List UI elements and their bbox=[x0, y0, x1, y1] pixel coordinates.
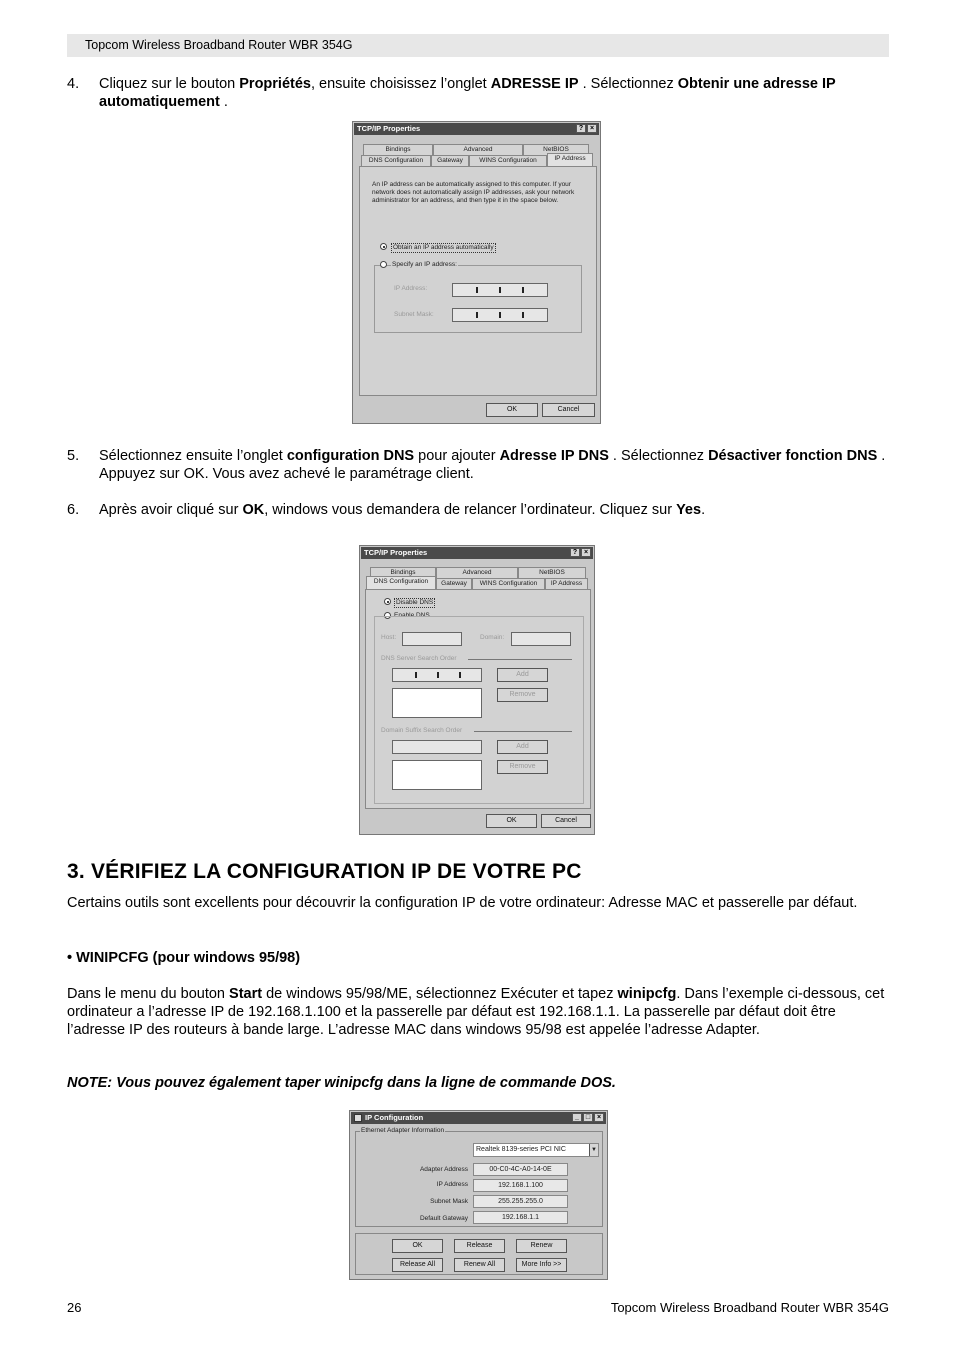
release-button[interactable]: Release bbox=[454, 1239, 505, 1253]
help-button[interactable]: ? bbox=[576, 124, 586, 133]
tab-advanced[interactable]: Advanced bbox=[436, 567, 518, 578]
adapter-address-value: 00-C0-4C-A0-14-0E bbox=[473, 1163, 568, 1176]
radio-specify-ip-label: Specify an IP address: bbox=[392, 261, 457, 268]
tab-dns-configuration[interactable]: DNS Configuration bbox=[366, 576, 436, 590]
tab-panel bbox=[365, 589, 591, 809]
adapter-address-label: Adapter Address bbox=[419, 1166, 468, 1173]
tab-panel bbox=[359, 166, 597, 396]
dns-order-label: DNS Server Search Order bbox=[381, 655, 457, 662]
radio-obtain-auto-label: Obtain an IP address automatically bbox=[393, 244, 494, 251]
cancel-button[interactable]: Cancel bbox=[541, 814, 591, 828]
default-gateway-label: Default Gateway bbox=[419, 1215, 468, 1222]
radio-disable-dns-label: Disable DNS bbox=[396, 599, 434, 606]
subnet-mask-field[interactable] bbox=[452, 308, 548, 322]
tab-gateway[interactable]: Gateway bbox=[436, 578, 472, 589]
text-run: Cliquez sur le bouton bbox=[99, 76, 240, 92]
tab-wins-configuration[interactable]: WINS Configuration bbox=[472, 578, 545, 589]
step-number: 4. bbox=[67, 76, 80, 92]
bold-text: Propriétés bbox=[239, 76, 311, 92]
specify-groupbox bbox=[374, 265, 582, 333]
section-heading: 3. VÉRIFIEZ LA CONFIGURATION IP DE VOTRE PC bbox=[67, 860, 582, 883]
tcpip-dialog-ip-address bbox=[352, 121, 601, 424]
text-run: . Dans l’exemple ci-dessous, cet ordinateur a l’adresse IP de 192.168.1.100 et la passerelle par défaut est 192.168.1.1. La passerelle par défaut doit être l’adresse IP des routeurs à bande large. L’adresse MAC dans windows 95/98 est appelée l’adresse Adapter. bbox=[67, 986, 885, 1038]
renew-button[interactable]: Renew bbox=[516, 1239, 567, 1253]
ip-address-field[interactable] bbox=[452, 283, 548, 297]
bold-text: Adresse IP DNS bbox=[499, 448, 609, 464]
help-button[interactable]: ? bbox=[570, 548, 580, 557]
dialog-title: IP Configuration bbox=[351, 1112, 606, 1124]
ip-address-label: IP Address: bbox=[394, 285, 428, 292]
ip-address-value: 192.168.1.100 bbox=[473, 1179, 568, 1192]
dns-server-list[interactable] bbox=[392, 688, 482, 718]
add-suffix-button[interactable]: Add bbox=[497, 740, 548, 754]
separator-line bbox=[474, 731, 572, 732]
text-run: Après avoir cliqué sur bbox=[99, 502, 243, 518]
text-run: , windows vous demandera de relancer l’ordinateur. Cliquez sur bbox=[264, 502, 677, 518]
domain-label: Domain: bbox=[480, 634, 505, 641]
text-run: . bbox=[219, 94, 228, 110]
text-run: . Sélectionnez bbox=[608, 448, 709, 464]
renew-all-button[interactable]: Renew All bbox=[454, 1258, 505, 1272]
radio-obtain-auto[interactable] bbox=[380, 243, 387, 250]
more-info-button[interactable]: More Info >> bbox=[516, 1258, 567, 1272]
step-number: 5. bbox=[67, 448, 80, 464]
dialog-title: TCP/IP Properties bbox=[354, 123, 599, 135]
bold-text: Obtenir une adresse IP automatiquement bbox=[99, 76, 836, 110]
step-text bbox=[99, 501, 889, 519]
separator-line bbox=[468, 659, 572, 660]
text-run: , ensuite choisissez l’onglet bbox=[310, 76, 491, 92]
ip-address-label: IP Address bbox=[436, 1181, 468, 1188]
chevron-down-icon[interactable]: ▼ bbox=[589, 1144, 598, 1156]
section-subheading: • WINIPCFG (pour windows 95/98) bbox=[67, 950, 301, 966]
bold-text: configuration DNS bbox=[286, 448, 415, 464]
bold-text: Désactiver fonction DNS bbox=[708, 448, 878, 464]
radio-specify-ip[interactable] bbox=[380, 261, 387, 268]
step-number: 6. bbox=[67, 502, 80, 518]
page-number: 26 bbox=[67, 1300, 82, 1315]
tab-ip-address[interactable]: IP Address bbox=[545, 578, 588, 589]
bold-text: Yes bbox=[676, 502, 702, 518]
text-run: . Appuyez sur OK. Vous avez achevé le paramétrage client. bbox=[99, 448, 886, 482]
domain-suffix-list[interactable] bbox=[392, 760, 482, 790]
remove-suffix-button[interactable]: Remove bbox=[497, 760, 548, 774]
ok-button[interactable]: OK bbox=[486, 403, 538, 417]
release-all-button[interactable]: Release All bbox=[392, 1258, 443, 1272]
close-button[interactable]: × bbox=[587, 124, 597, 133]
bold-text: OK bbox=[242, 502, 265, 518]
section-body bbox=[67, 985, 889, 1039]
subnet-mask-label: Subnet Mask: bbox=[394, 311, 434, 318]
tab-bindings[interactable]: Bindings bbox=[370, 567, 436, 578]
step-text bbox=[99, 447, 889, 483]
step-5 bbox=[67, 447, 889, 483]
info-text: An IP address can be automatically assigned to this computer. If your network does not automatically assign IP addresses, ask your network administrator for an address, and then type it in the space below. bbox=[372, 181, 575, 204]
ok-button[interactable]: OK bbox=[486, 814, 537, 828]
tab-ip-address[interactable]: IP Address bbox=[547, 153, 593, 167]
radio-enable-dns-label: Enable DNS bbox=[394, 612, 430, 619]
dns-server-field[interactable] bbox=[392, 668, 482, 682]
network-icon bbox=[354, 1114, 362, 1122]
text-run: . bbox=[701, 502, 706, 518]
text-run: Dans le menu du bouton bbox=[67, 986, 230, 1002]
text-run: . Sélectionnez bbox=[578, 76, 678, 92]
text-run: pour ajouter bbox=[414, 448, 500, 464]
page-header: Topcom Wireless Broadband Router WBR 354G bbox=[67, 34, 889, 57]
close-button[interactable]: × bbox=[594, 1113, 604, 1122]
bold-text: ADRESSE IP bbox=[490, 76, 579, 92]
maximize-button[interactable]: □ bbox=[583, 1113, 593, 1122]
domain-field[interactable] bbox=[511, 632, 571, 646]
tab-bindings[interactable]: Bindings bbox=[363, 144, 433, 155]
bold-text: winipcfg bbox=[617, 986, 677, 1002]
note-text: NOTE: Vous pouvez également taper winipcfg dans la ligne de commande DOS. bbox=[67, 1075, 616, 1091]
adapter-group-label: Ethernet Adapter Information bbox=[361, 1127, 445, 1134]
add-dns-button[interactable]: Add bbox=[497, 668, 548, 682]
bold-text: Start bbox=[229, 986, 263, 1002]
footer-title: Topcom Wireless Broadband Router WBR 354G bbox=[610, 1300, 889, 1315]
dialog-title: TCP/IP Properties bbox=[361, 547, 593, 559]
suffix-order-label: Domain Suffix Search Order bbox=[381, 727, 463, 734]
text-run: Sélectionnez ensuite l’onglet bbox=[99, 448, 287, 464]
subnet-mask-value: 255.255.255.0 bbox=[473, 1195, 568, 1208]
tcpip-dialog-dns bbox=[359, 545, 595, 835]
tab-advanced[interactable]: Advanced bbox=[433, 144, 523, 155]
section-intro: Certains outils sont excellents pour découvrir la configuration IP de votre ordinateur: Adresse MAC et passerelle par défaut. bbox=[67, 895, 858, 911]
tab-dns-configuration[interactable]: DNS Configuration bbox=[361, 155, 431, 166]
subnet-mask-label: Subnet Mask bbox=[430, 1198, 468, 1205]
step-4 bbox=[67, 75, 889, 111]
domain-suffix-field[interactable] bbox=[392, 740, 482, 754]
close-button[interactable]: × bbox=[581, 548, 591, 557]
remove-dns-button[interactable]: Remove bbox=[497, 688, 548, 702]
text-run: de windows 95/98/ME, sélectionnez Exécuter et tapez bbox=[262, 986, 618, 1002]
adapter-select[interactable]: Realtek 8139-series PCI NIC bbox=[473, 1143, 599, 1157]
tab-wins-configuration[interactable]: WINS Configuration bbox=[469, 155, 547, 166]
ok-button[interactable]: OK bbox=[392, 1239, 443, 1253]
cancel-button[interactable]: Cancel bbox=[542, 403, 595, 417]
tab-netbios[interactable]: NetBIOS bbox=[523, 144, 589, 155]
default-gateway-value: 192.168.1.1 bbox=[473, 1211, 568, 1224]
step-6 bbox=[67, 501, 889, 519]
radio-disable-dns[interactable] bbox=[384, 598, 391, 605]
host-field[interactable] bbox=[402, 632, 462, 646]
step-text bbox=[99, 75, 889, 111]
ip-configuration-dialog bbox=[349, 1110, 608, 1280]
tab-netbios[interactable]: NetBIOS bbox=[518, 567, 586, 578]
tab-gateway[interactable]: Gateway bbox=[431, 155, 469, 166]
host-label: Host: bbox=[381, 634, 397, 641]
minimize-button[interactable]: _ bbox=[572, 1113, 582, 1122]
